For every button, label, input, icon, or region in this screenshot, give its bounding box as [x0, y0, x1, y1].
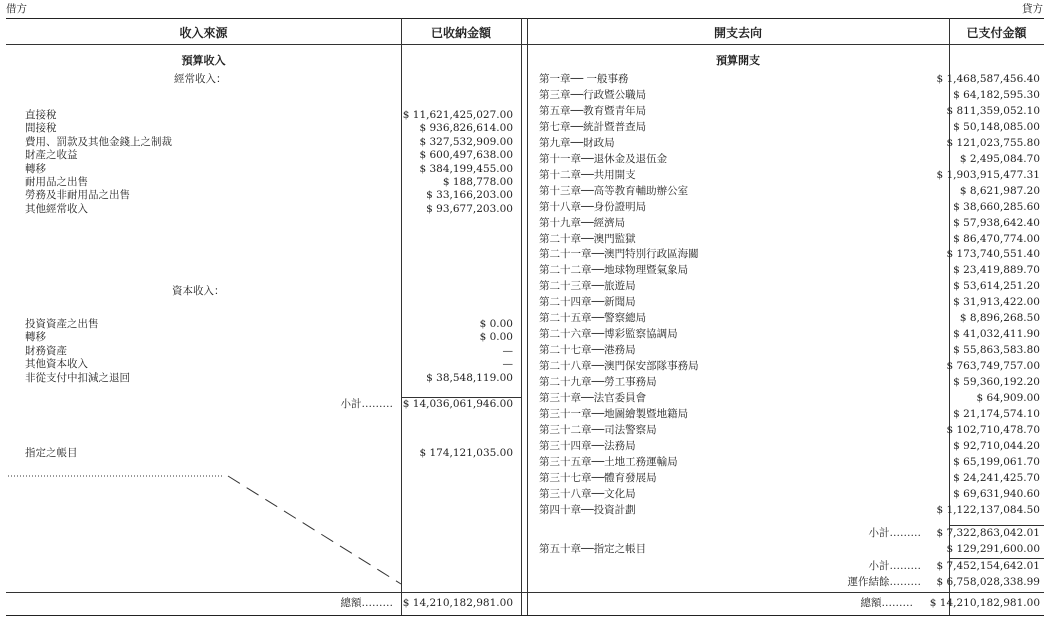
expenditure-row-label: 第二十章──澳門監獄	[539, 232, 636, 245]
received-amount-header: 已收納金額	[430, 26, 491, 40]
current-revenue-row-amount: $ 188,778.00	[442, 176, 513, 188]
expenditure-row-label: 第二十二章──地球物理暨氣象局	[539, 264, 689, 277]
right-total-label: 總額………	[860, 597, 913, 609]
current-revenue-row-label: 勞務及非耐用品之出售	[25, 189, 130, 202]
budget-revenue-title: 預算收入	[181, 54, 226, 67]
designated-accounts-label: 指定之帳目	[25, 447, 78, 459]
budget-expenditure-title: 預算開支	[716, 54, 760, 67]
current-revenue-row-label: 其他經常收入	[25, 202, 88, 215]
expenditure-row-label: 第三十一章──地圖繪製暨地籍局	[539, 407, 689, 420]
capital-revenue-row-label: 其他資本收入	[25, 358, 88, 371]
capital-revenue-row-label: 財務資產	[25, 344, 67, 357]
current-revenue-row-amount: $ 11,621,425,027.00	[402, 109, 513, 121]
column-divider	[521, 18, 522, 615]
expenditure-row-amount: $ 21,174,574.10	[953, 407, 1040, 420]
expenditure-row-amount: $ 1,903,915,477.31	[936, 168, 1040, 181]
designated-accounts-amount: $ 174,121,035.00	[419, 447, 513, 459]
current-revenue-row-label: 轉移	[25, 162, 46, 175]
current-revenue-title: 經常收入：	[174, 73, 227, 85]
total-top-rule	[6, 592, 1044, 593]
expenditure-row-label: 第三十二章──司法警察局	[539, 423, 657, 436]
expenditure-row-amount: $ 1,468,587,456.40	[936, 73, 1040, 85]
capital-revenue-row-label: 非從支付中扣減之退回	[25, 371, 130, 384]
expenditure-row-amount: $ 50,148,085.00	[953, 120, 1040, 133]
expenditure-row-label: 第二十九章──勞工事務局	[539, 376, 657, 389]
expenditure-row-amount: $ 811,359,052.10	[946, 104, 1040, 117]
expenditure-row-amount: $ 92,710,044.20	[953, 439, 1040, 452]
expenditure-row-amount: $ 23,419,889.70	[953, 264, 1040, 277]
right-subtotal1-label: 小計………	[868, 527, 921, 539]
expenditure-row-amount: $ 8,621,987.20	[959, 184, 1040, 197]
expenditure-row-label: 第三章──行政暨公職局	[539, 88, 647, 101]
right-subtotal2-amount: $ 7,452,154,642.01	[936, 560, 1040, 572]
expenditure-row-amount: $ 65,199,061.70	[953, 455, 1040, 468]
capital-revenue-row-amount: $ 0.00	[479, 318, 513, 330]
expenditure-row-amount: $ 86,470,774.00	[953, 232, 1040, 245]
expenditure-row-label: 第四十章──投資計劃	[539, 503, 636, 516]
expenditure-row-amount: $ 1,122,137,084.50	[936, 503, 1040, 516]
right-subtotal1-rule	[949, 525, 1044, 526]
current-revenue-row-amount: $ 93,677,203.00	[426, 202, 513, 215]
operating-balance-amount: $ 6,758,028,338.99	[936, 576, 1040, 588]
income-source-header: 收入來源	[179, 26, 228, 40]
capital-revenue-title: 資本收入：	[172, 285, 225, 297]
paid-amount-header: 已支付金額	[966, 26, 1027, 40]
expenditure-row-amount: $ 31,913,422.00	[953, 296, 1040, 309]
expenditure-row-label: 第三十四章──法務局	[539, 439, 636, 452]
expenditure-row-amount: $ 57,938,642.40	[953, 216, 1040, 229]
blank-fill-lines	[6, 470, 402, 590]
expenditure-row-label: 第十八章──身份證明局	[539, 200, 647, 213]
right-subtotal2-label: 小計………	[868, 560, 921, 572]
right-subtotal2-rule	[949, 558, 1044, 559]
right-subtotal1-amount: $ 7,322,863,042.01	[936, 527, 1040, 539]
debit-label: 借方	[6, 3, 27, 15]
expenditure-row-label: 第二十四章──新聞局	[539, 296, 636, 309]
current-revenue-row-amount: $ 384,199,455.00	[419, 162, 513, 175]
capital-revenue-row-amount: —	[502, 344, 513, 357]
current-revenue-row-amount: $ 33,166,203.00	[426, 189, 513, 202]
operating-balance-label: 運作結餘………	[847, 576, 921, 588]
expenditure-row-label: 第九章──財政局	[539, 136, 615, 149]
expenditure-row-label: 第三十五章──土地工務運輸局	[539, 455, 678, 468]
expenditure-row-label: 第二十八章──澳門保安部隊事務局	[539, 360, 699, 373]
right-designated-amount: $ 129,291,600.00	[946, 543, 1040, 555]
expenditure-row-amount: $ 763,749,757.00	[946, 360, 1040, 373]
credit-label: 貸方	[1022, 3, 1043, 15]
left-total-label: 總額………	[340, 597, 393, 609]
current-revenue-row-label: 耐用品之出售	[25, 176, 88, 188]
expenditure-header: 開支去向	[713, 26, 762, 40]
expenditure-row-amount: $ 24,241,425.70	[953, 471, 1040, 484]
expenditure-row-label: 第十三章──高等教育輔助辦公室	[539, 184, 689, 197]
expenditure-row-amount: $ 173,740,551.40	[946, 248, 1040, 261]
expenditure-row-label: 第二十一章──澳門特別行政區海關	[539, 248, 699, 261]
expenditure-row-label: 第十二章──共用開支	[539, 168, 636, 181]
expenditure-row-label: 第三十章──法官委員會	[539, 392, 647, 404]
expenditure-row-amount: $ 8,896,268.50	[959, 312, 1040, 325]
expenditure-row-amount: $ 53,614,251.20	[953, 280, 1040, 293]
current-revenue-row-amount: $ 327,532,909.00	[419, 135, 513, 148]
expenditure-row-label: 第七章──統計暨普查局	[539, 120, 647, 133]
expenditure-row-label: 第三十七章──體育發展局	[539, 471, 657, 484]
expenditure-row-amount: $ 55,863,583.80	[953, 344, 1040, 357]
expenditure-row-amount: $ 41,032,411.90	[953, 328, 1040, 341]
table-top-rule	[6, 18, 1044, 19]
current-revenue-row-label: 直接稅	[25, 109, 57, 121]
capital-revenue-row-amount: —	[502, 358, 513, 371]
expenditure-row-amount: $ 2,495,084.70	[959, 152, 1040, 165]
expenditure-row-amount: $ 59,360,192.20	[953, 376, 1040, 389]
current-revenue-row-label: 財產之收益	[25, 149, 78, 162]
expenditure-row-amount: $ 64,182,595.30	[953, 88, 1040, 101]
expenditure-row-amount: $ 121,023,755.80	[946, 136, 1040, 149]
current-revenue-row-label: 費用、罰款及其他金錢上之制裁	[25, 135, 172, 148]
capital-revenue-row-amount: $ 0.00	[479, 331, 513, 344]
left-total-amount: $ 14,210,182,981.00	[402, 597, 513, 609]
column-divider	[527, 18, 528, 615]
expenditure-row-label: 第五章──教育暨青年局	[539, 104, 647, 117]
header-bottom-rule	[6, 44, 1044, 45]
left-subtotal-amount: $ 14,036,061,946.00	[402, 398, 513, 410]
right-total-amount: $ 14,210,182,981.00	[929, 597, 1040, 609]
current-revenue-row-label: 間接稅	[25, 122, 57, 135]
right-designated-label: 第五十章──指定之帳目	[539, 543, 647, 555]
table-bottom-rule	[6, 615, 1044, 616]
left-subtotal-label: 小計………	[340, 398, 393, 410]
expenditure-row-label: 第二十七章──港務局	[539, 344, 636, 357]
expenditure-row-label: 第一章── 一般事務	[539, 73, 629, 85]
capital-revenue-row-label: 轉移	[25, 331, 46, 344]
expenditure-row-amount: $ 64,909.00	[976, 392, 1040, 404]
expenditure-row-label: 第二十三章──旅遊局	[539, 280, 636, 293]
current-revenue-row-amount: $ 600,497,638.00	[419, 149, 513, 162]
expenditure-row-label: 第三十八章──文化局	[539, 487, 636, 500]
capital-revenue-row-label: 投資資產之出售	[25, 318, 99, 330]
expenditure-row-label: 第二十五章──警察總局	[539, 312, 647, 325]
expenditure-row-amount: $ 102,710,478.70	[946, 423, 1040, 436]
expenditure-row-amount: $ 38,660,285.60	[953, 200, 1040, 213]
expenditure-row-label: 第十九章──經濟局	[539, 216, 626, 229]
expenditure-row-label: 第十一章──退休金及退伍金	[539, 152, 668, 165]
capital-revenue-row-amount: $ 38,548,119.00	[426, 371, 513, 384]
current-revenue-row-amount: $ 936,826,614.00	[419, 122, 513, 135]
expenditure-row-label: 第二十六章──博彩監察協調局	[539, 328, 678, 341]
expenditure-row-amount: $ 69,631,940.60	[953, 487, 1040, 500]
